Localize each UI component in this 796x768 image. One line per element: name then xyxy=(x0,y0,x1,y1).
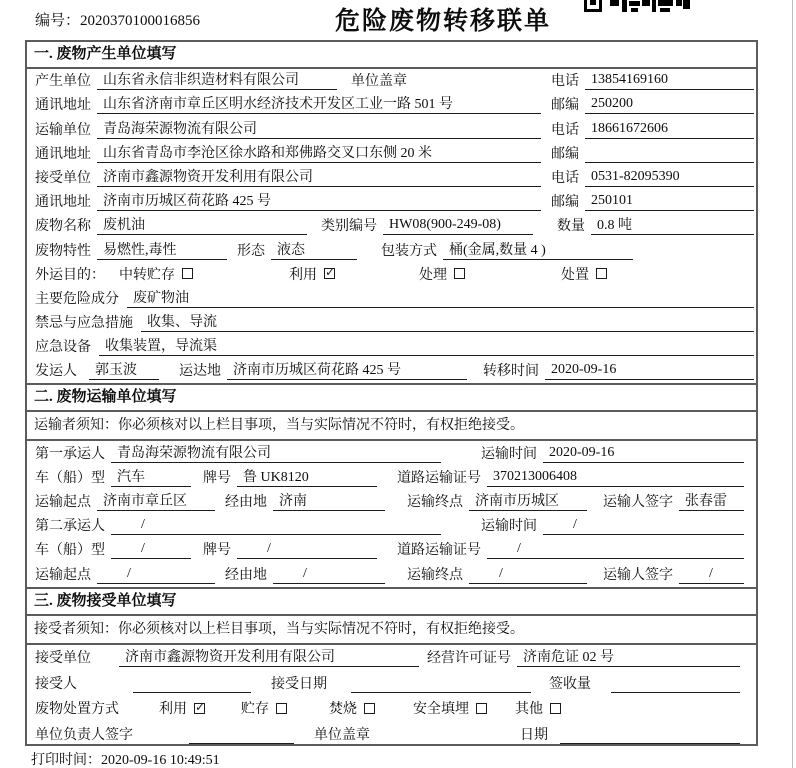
section2-heading: 二. 废物运输单位填写 xyxy=(27,383,756,412)
checkbox-icon xyxy=(454,268,465,279)
row-transfer-purpose xyxy=(27,263,756,287)
phone-label: 电话 xyxy=(551,170,579,186)
hazard-label: 主要危险成分 xyxy=(35,291,119,307)
option-label: 利用 xyxy=(289,267,317,283)
origin-label: 运输起点 xyxy=(35,495,91,510)
phone-value: 18661672606 xyxy=(585,121,754,139)
row-disposal-method xyxy=(27,696,756,722)
shipper-value: 郭玉波 xyxy=(89,359,159,380)
row-manager-sign xyxy=(27,721,756,747)
address-label: 通讯地址 xyxy=(35,98,91,114)
checkbox-icon xyxy=(596,268,607,279)
acceptor-value xyxy=(133,675,251,693)
transport-time-label: 运输时间 xyxy=(481,446,537,462)
date-label: 日期 xyxy=(520,727,548,743)
road-permit-label: 道路运输证号 xyxy=(397,543,481,559)
disposal-option-landfill xyxy=(413,698,487,718)
row-shipper xyxy=(27,359,756,383)
row-waste-character xyxy=(27,238,756,262)
sign-qty-label: 签收量 xyxy=(549,676,591,692)
row-vehicle1 xyxy=(27,466,756,490)
origin-label: 运输起点 xyxy=(35,567,91,583)
transfer-time-value: 2020-09-16 xyxy=(545,362,754,380)
unit-seal-label: 单位盖章 xyxy=(351,74,407,90)
row-producer-address-right xyxy=(551,94,754,114)
end-label: 运输终点 xyxy=(407,495,463,510)
row-receiver-address-right xyxy=(551,191,754,211)
manager-sign-value xyxy=(189,726,294,744)
date-value xyxy=(560,726,740,744)
accept-date-label: 接受日期 xyxy=(271,676,327,692)
vehicle-type-label: 车（船）型 xyxy=(35,543,105,559)
unit-seal-label: 单位盖章 xyxy=(314,727,370,743)
transporter-label: 运输单位 xyxy=(35,122,91,138)
transport-time-value: / xyxy=(543,517,744,535)
category-label: 类别编号 xyxy=(321,219,377,235)
row-vehicle2 xyxy=(27,538,756,562)
quantity-value: 0.8 吨 xyxy=(591,214,754,235)
disposal-option-other xyxy=(515,698,561,718)
option-label: 中转贮存 xyxy=(119,267,175,283)
section1-heading: 一. 废物产生单位填写 xyxy=(27,42,756,69)
carrier1-value: 青岛海荣源物流有限公司 xyxy=(111,442,441,463)
producer-label: 产生单位 xyxy=(35,74,91,90)
transfer-time-label: 转移时间 xyxy=(483,364,539,380)
carrier2-value: / xyxy=(111,517,441,535)
packing-value: 桶(金属,数量 4 ) xyxy=(443,239,633,260)
end-value: / xyxy=(469,566,587,584)
via-value: 济南 xyxy=(273,490,385,511)
packing-label: 包装方式 xyxy=(381,243,437,259)
transporter-notice: 运输者须知：你必须核对以上栏目事项，当与实际情况不符时，有权拒绝接受。 xyxy=(27,412,756,441)
carrier-sign-value: 张春雷 xyxy=(679,490,744,511)
quantity-label: 数量 xyxy=(557,219,585,235)
form-value: 液态 xyxy=(271,239,357,260)
address-value: 山东省青岛市李沧区徐水路和郑佛路交叉口东侧 20 米 xyxy=(97,142,541,163)
destination-value: 济南市历城区荷花路 425 号 xyxy=(227,359,467,380)
end-label: 运输终点 xyxy=(407,567,463,583)
row-transporter-right xyxy=(551,119,754,139)
phone-label: 电话 xyxy=(551,74,579,90)
checkbox-icon xyxy=(550,703,561,714)
purpose-option-dispose xyxy=(561,264,607,284)
serial-value: 2020370100016856 xyxy=(80,13,201,29)
form-label: 形态 xyxy=(237,243,265,259)
road-permit-value: / xyxy=(487,541,744,559)
checkbox-checked-icon xyxy=(324,268,335,279)
row-taboo-measures xyxy=(27,311,756,335)
row-first-carrier xyxy=(27,441,756,465)
plate-value: 鲁 UK8120 xyxy=(237,466,377,487)
vehicle-type-label: 车（船）型 xyxy=(35,470,105,486)
carrier1-label: 第一承运人 xyxy=(35,446,105,462)
option-label: 安全填埋 xyxy=(413,702,469,718)
vehicle-type-value: / xyxy=(111,541,191,559)
carrier2-label: 第二承运人 xyxy=(35,519,105,535)
manifest-form-table xyxy=(25,40,758,746)
plate-label: 牌号 xyxy=(203,543,231,559)
acceptor-label: 接受人 xyxy=(35,676,77,692)
receiver-value: 济南市鑫源物资开发利用有限公司 xyxy=(97,166,541,187)
zip-value xyxy=(585,145,754,163)
row-transporter-address-left xyxy=(35,142,551,163)
hazard-value: 废矿物油 xyxy=(127,287,754,308)
via-value: / xyxy=(273,566,385,584)
row-emergency-equipment xyxy=(27,335,756,359)
checkbox-icon xyxy=(276,703,287,714)
purpose-option-utilize xyxy=(289,264,335,284)
option-label: 处理 xyxy=(419,267,447,283)
carrier-sign-label: 运输人签字 xyxy=(603,495,673,510)
accept-date-value xyxy=(351,675,531,693)
print-time xyxy=(31,749,220,768)
waste-name-value: 废机油 xyxy=(97,214,307,235)
row-route2 xyxy=(27,562,756,586)
road-permit-value: 370213006408 xyxy=(487,469,744,487)
row-producer xyxy=(27,69,756,93)
plate-value: / xyxy=(237,541,377,559)
row-receiver xyxy=(27,166,756,190)
row-transporter-address-right xyxy=(551,143,754,163)
phone-value: 0531-82095390 xyxy=(585,169,754,187)
row-producer-left xyxy=(35,69,551,90)
equipment-label: 应急设备 xyxy=(35,340,91,356)
transporter-value: 青岛海荣源物流有限公司 xyxy=(97,118,541,139)
carrier-sign-value: / xyxy=(679,566,744,584)
shipper-label: 发运人 xyxy=(35,364,77,380)
row-producer-address-left xyxy=(35,93,551,114)
via-label: 经由地 xyxy=(225,495,267,510)
zip-label: 邮编 xyxy=(551,146,579,162)
row-transporter-address xyxy=(27,142,756,166)
print-time-label: 打印时间： xyxy=(31,753,101,768)
plate-label: 牌号 xyxy=(203,470,231,486)
option-label: 贮存 xyxy=(241,702,269,718)
address-label: 通讯地址 xyxy=(35,195,91,211)
disposal-option-utilize xyxy=(159,698,205,718)
taboo-label: 禁忌与应急措施 xyxy=(35,316,133,332)
carrier-sign-label: 运输人签字 xyxy=(603,567,673,583)
manager-sign-label: 单位负责人签字 xyxy=(35,727,133,743)
accept-unit-label: 接受单位 xyxy=(35,651,91,667)
serial-label: 编号： xyxy=(35,13,81,29)
receiver-label: 接受单位 xyxy=(35,170,91,186)
qr-code-fragment-icon xyxy=(584,0,690,13)
transport-time-label: 运输时间 xyxy=(481,519,537,535)
row-transporter-left xyxy=(35,118,551,139)
row-transporter xyxy=(27,117,756,141)
disposal-label: 废物处置方式 xyxy=(35,702,119,718)
end-value: 济南市历城区 xyxy=(469,490,587,511)
zip-value: 250101 xyxy=(585,193,754,211)
via-label: 经由地 xyxy=(225,567,267,583)
row-producer-right xyxy=(551,70,754,90)
row-hazard-components xyxy=(27,287,756,311)
character-label: 废物特性 xyxy=(35,243,91,259)
vehicle-type-value: 汽车 xyxy=(111,466,191,487)
address-value: 山东省济南市章丘区明水经济技术开发区工业一路 501 号 xyxy=(97,93,541,114)
address-value: 济南市历城区荷花路 425 号 xyxy=(97,190,541,211)
zip-value: 250200 xyxy=(585,96,754,114)
producer-value: 山东省永信非织造材料有限公司 xyxy=(97,69,337,90)
disposal-option-store xyxy=(241,698,287,718)
section3-heading: 三. 废物接受单位填写 xyxy=(27,587,756,616)
road-permit-label: 道路运输证号 xyxy=(397,470,481,486)
row-receiver-right xyxy=(551,167,754,187)
zip-label: 邮编 xyxy=(551,98,579,114)
character-value: 易燃性,毒性 xyxy=(97,239,227,260)
print-time-value: 2020-09-16 10:49:51 xyxy=(101,753,220,768)
phone-label: 电话 xyxy=(551,122,579,138)
page-right-edge-line xyxy=(792,0,793,768)
option-label: 焚烧 xyxy=(329,702,357,718)
destination-label: 运达地 xyxy=(179,364,221,380)
permit-value: 济南危证 02 号 xyxy=(517,646,740,667)
checkbox-checked-icon xyxy=(194,703,205,714)
taboo-value: 收集、导流 xyxy=(141,311,754,332)
accept-unit-value: 济南市鑫源物资开发利用有限公司 xyxy=(119,646,419,667)
category-value: HW08(900-249-08) xyxy=(383,217,533,235)
address-label: 通讯地址 xyxy=(35,146,91,162)
phone-value: 13854169160 xyxy=(585,72,754,90)
row-receiver-address xyxy=(27,190,756,214)
option-label: 其他 xyxy=(515,702,543,718)
receiver-notice: 接受者须知：你必须核对以上栏目事项，当与实际情况不符时，有权拒绝接受。 xyxy=(27,616,756,645)
row-acceptor xyxy=(27,670,756,696)
checkbox-icon xyxy=(182,268,193,279)
transport-time-value: 2020-09-16 xyxy=(543,445,744,463)
row-waste-name xyxy=(27,214,756,238)
equipment-value: 收集装置，导流渠 xyxy=(99,335,754,356)
row-route1 xyxy=(27,490,756,514)
row-producer-address xyxy=(27,93,756,117)
permit-label: 经营许可证号 xyxy=(427,651,511,667)
row-second-carrier xyxy=(27,514,756,538)
row-receiver-address-left xyxy=(35,190,551,211)
origin-value: 济南市章丘区 xyxy=(97,490,215,511)
page-title: 危险废物转移联单 xyxy=(334,8,551,35)
checkbox-icon xyxy=(476,703,487,714)
sign-qty-value xyxy=(611,675,740,693)
checkbox-icon xyxy=(364,703,375,714)
disposal-option-incinerate xyxy=(329,698,375,718)
waste-name-label: 废物名称 xyxy=(35,219,91,235)
option-label: 利用 xyxy=(159,702,187,718)
option-label: 处置 xyxy=(561,267,589,283)
purpose-option-treat xyxy=(419,264,465,284)
document-header xyxy=(0,0,796,40)
row-receiver-left xyxy=(35,166,551,187)
purpose-label: 外运目的： xyxy=(35,267,105,283)
zip-label: 邮编 xyxy=(551,195,579,211)
purpose-option-transit-storage xyxy=(119,264,193,284)
row-accept-unit xyxy=(27,645,756,671)
origin-value: / xyxy=(97,566,215,584)
